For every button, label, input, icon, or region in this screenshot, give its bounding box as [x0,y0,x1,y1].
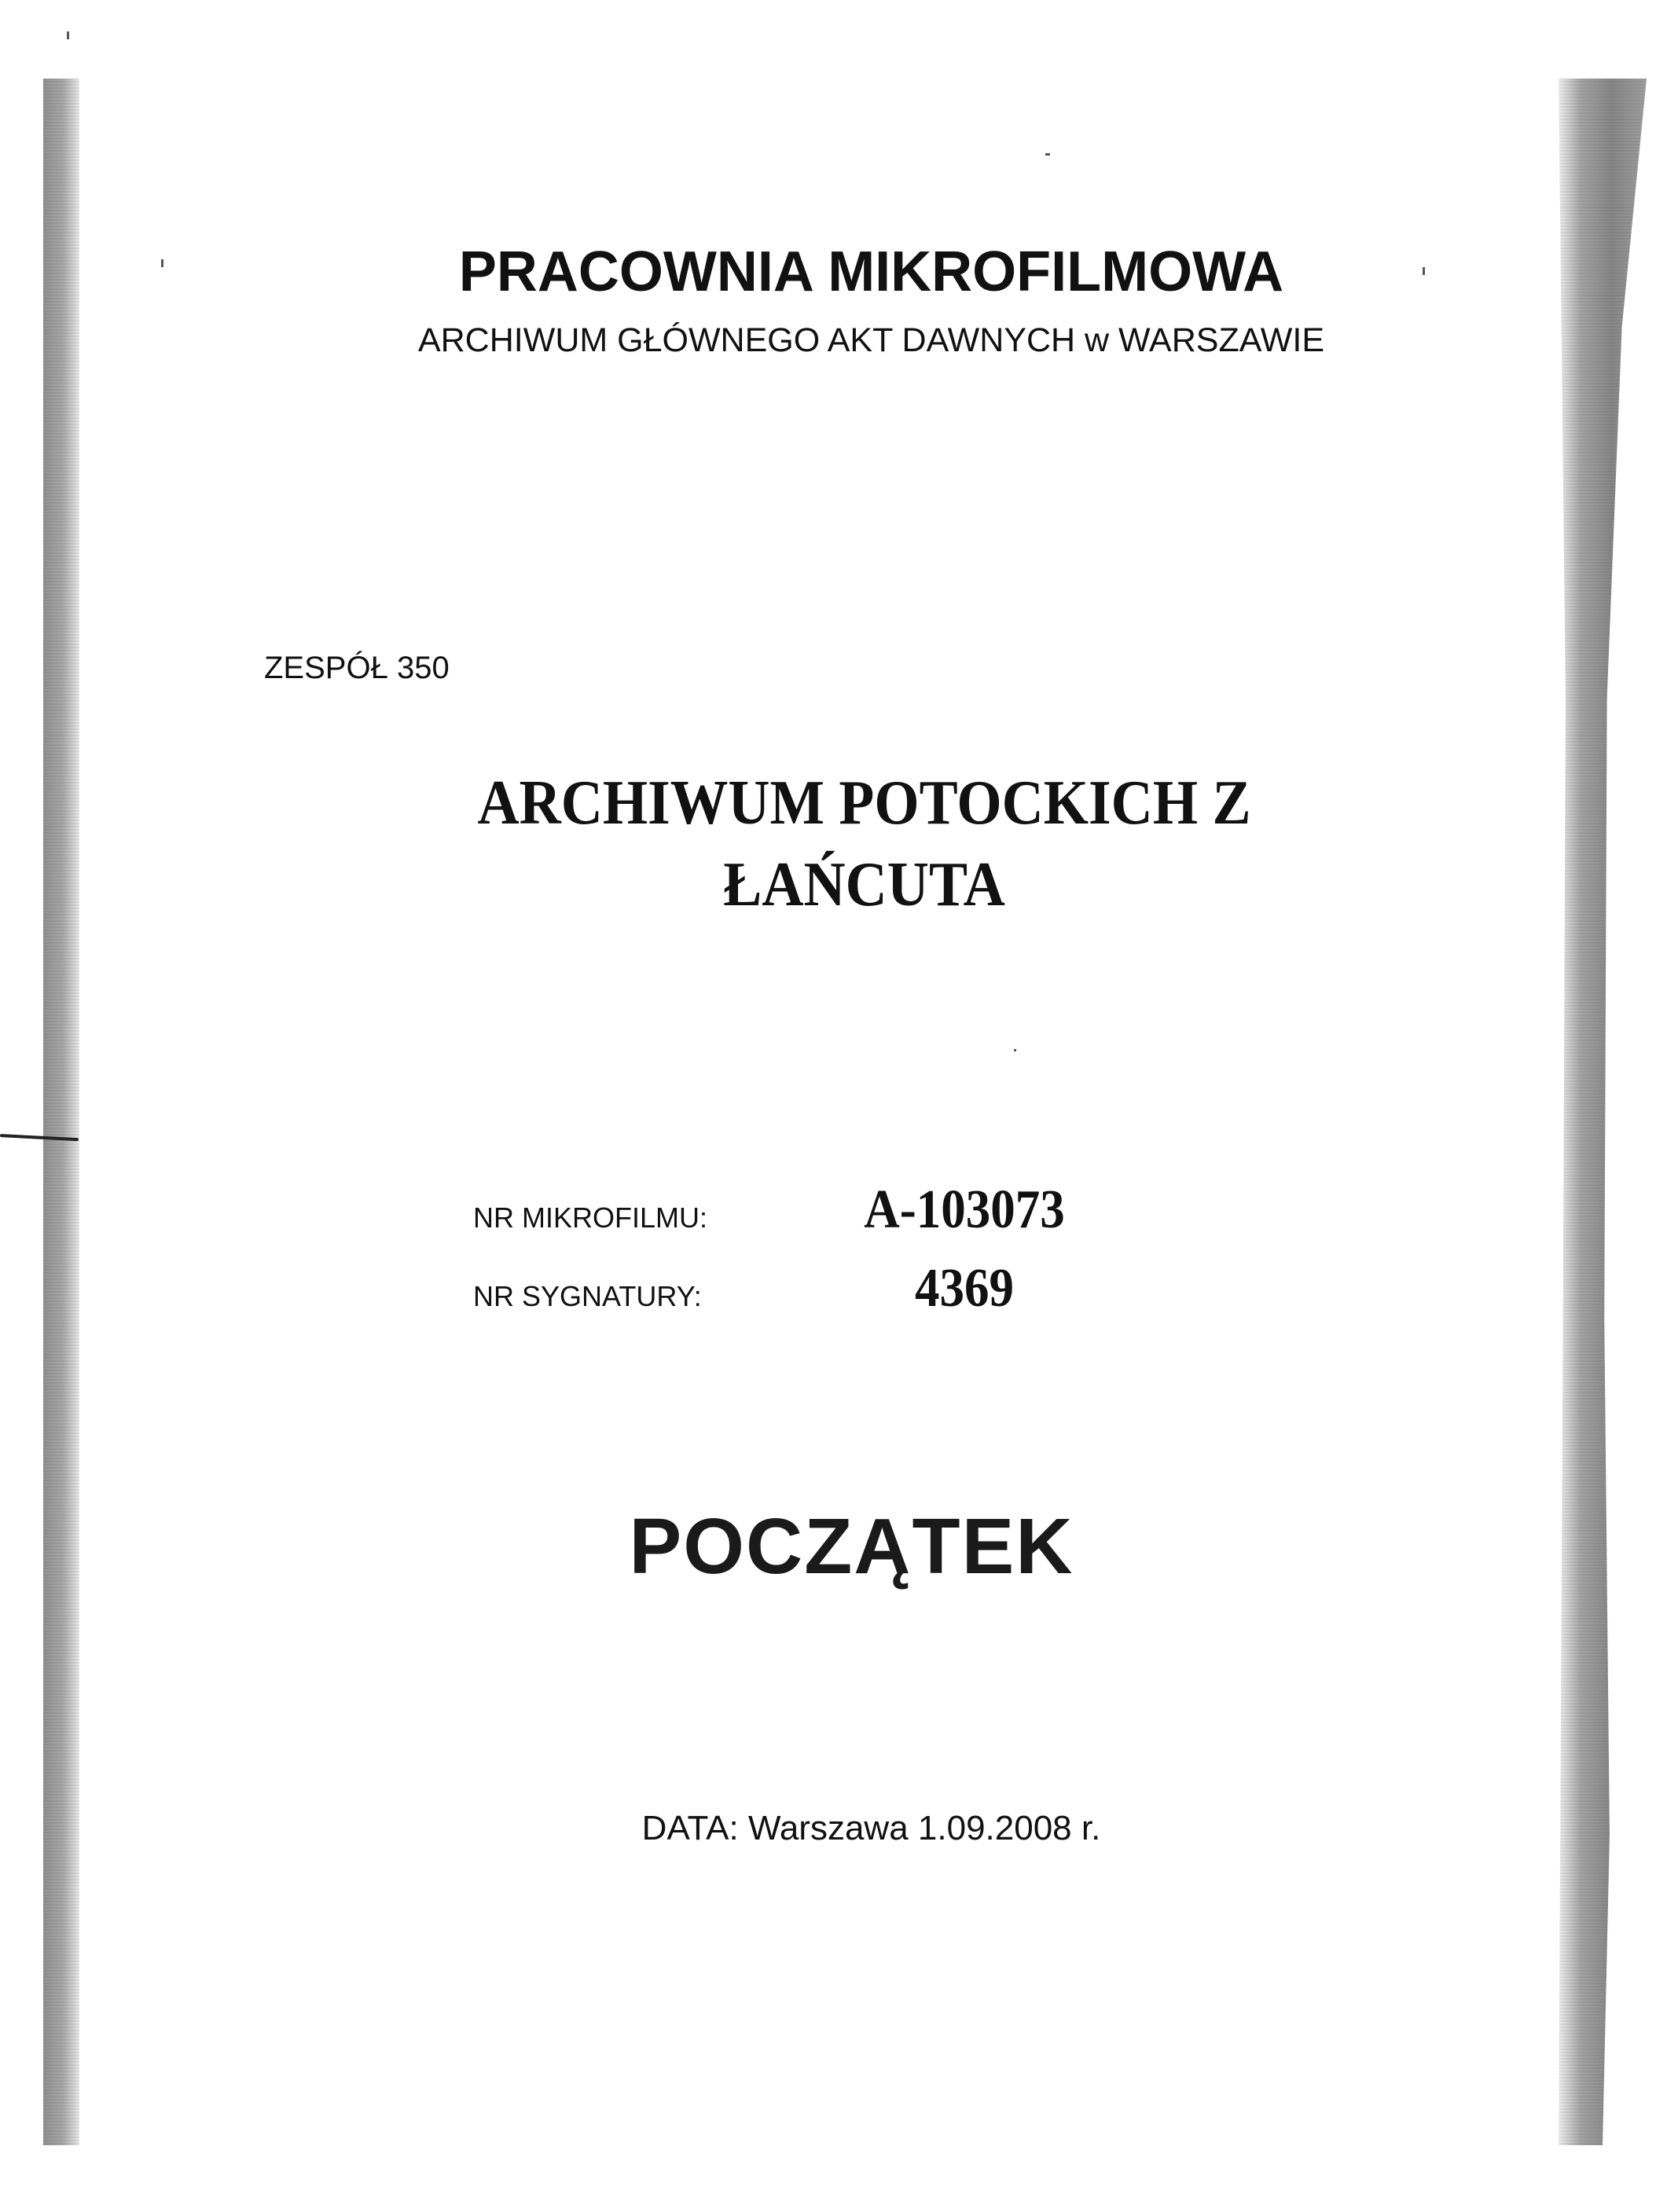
signature-number-label: NR SYGNATURY: [473,1280,702,1312]
scan-speck [67,31,69,39]
identifier-block [473,1179,1102,1340]
microfilm-number-value: A-103073 [864,1179,1065,1240]
archive-name [66,762,1589,926]
institution-subtitle: ARCHIWUM GŁÓWNEGO AKT DAWNYCH w WARSZAWIE [417,321,1325,359]
date-line: DATA: Warszawa 1.09.2008 r. [641,1809,1101,1847]
signature-number-row [473,1258,1102,1340]
signature-number-value: 4369 [915,1258,1014,1319]
archive-name-line-2: ŁAŃCUTA [723,850,1005,919]
workshop-title: PRACOWNIA MIKROFILMOWA [458,240,1284,303]
archive-name-line-1: ARCHIWUM POTOCKICH Z [477,769,1251,838]
scan-speck [1014,1049,1016,1051]
microfilm-number-row [473,1179,1102,1261]
reel-status-heading: POCZĄTEK [629,1502,1074,1590]
fonds-number: ZESPÓŁ 350 [264,651,450,685]
scan-speck [1045,153,1050,156]
microfilm-number-label: NR MIKROFILMU: [473,1201,708,1234]
